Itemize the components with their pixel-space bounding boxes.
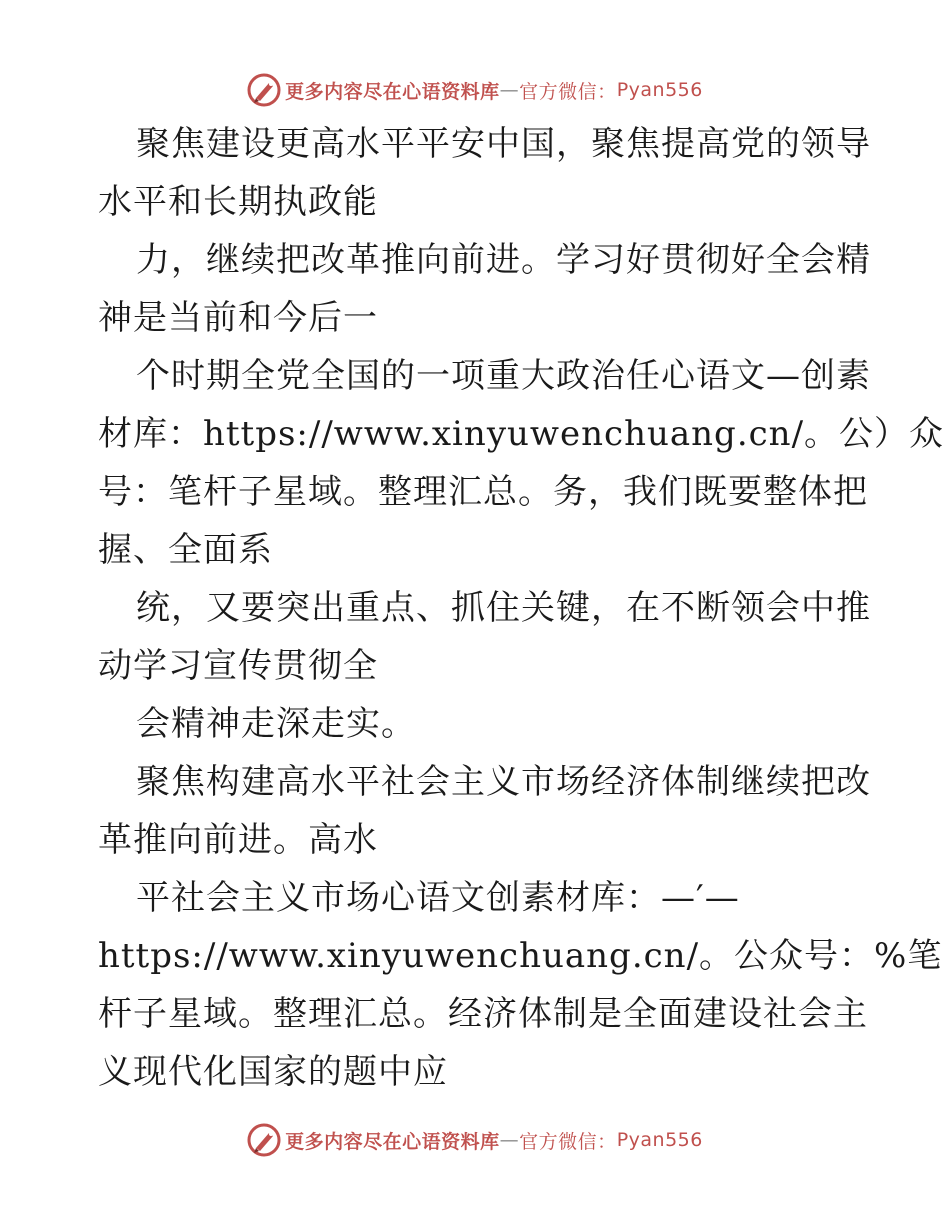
banner-wechat-id: Pyan556 — [616, 79, 703, 101]
text-line: 动学习宣传贯彻全 — [98, 646, 378, 686]
pen-logo-icon — [247, 73, 281, 107]
banner-separator: — — [499, 1129, 520, 1151]
text-line: 统，又要突出重点、抓住关键，在不断领会中推 — [136, 588, 871, 628]
footer-banner — [0, 1120, 950, 1160]
pen-logo-icon — [247, 1123, 281, 1157]
text-line: 握、全面系 — [98, 530, 273, 570]
text-line: 会精神走深走实。 — [136, 704, 416, 744]
text-line: https://www.xinyuwenchuang.cn/。公众号：%笔 — [98, 936, 943, 976]
text-line: 平社会主义市场心语文创素材库：—′— — [136, 878, 740, 918]
text-line: 水平和长期执政能 — [98, 182, 378, 222]
text-line: 聚焦构建高水平社会主义市场经济体制继续把改 — [136, 762, 871, 802]
banner-wechat-id: Pyan556 — [616, 1129, 703, 1151]
document-body — [98, 115, 945, 1101]
text-line: 号：笔杆子星域。整理汇总。务，我们既要整体把 — [98, 472, 868, 512]
banner-wechat-label: 官方微信： — [519, 80, 617, 103]
banner-separator: — — [499, 79, 520, 101]
text-line: 力，继续把改革推向前进。学习好贯彻好全会精 — [136, 240, 871, 280]
banner-main-text: 更多内容尽在心语资料库 — [285, 80, 500, 103]
text-line: 个时期全党全国的一项重大政治任心语文—创素 — [136, 356, 871, 396]
banner-main-text: 更多内容尽在心语资料库 — [285, 1130, 500, 1153]
header-banner — [0, 70, 950, 110]
text-line: 聚焦建设更高水平平安中国，聚焦提高党的领导 — [136, 124, 871, 164]
text-line: 杆子星域。整理汇总。经济体制是全面建设社会主 — [98, 994, 868, 1034]
text-line: 革推向前进。高水 — [98, 820, 378, 860]
text-line: 材库：https://www.xinyuwenchuang.cn/。公）众 — [98, 414, 945, 454]
text-line: 义现代化国家的题中应 — [98, 1052, 448, 1092]
text-line: 神是当前和今后一 — [98, 298, 378, 338]
banner-wechat-label: 官方微信： — [519, 1130, 617, 1153]
